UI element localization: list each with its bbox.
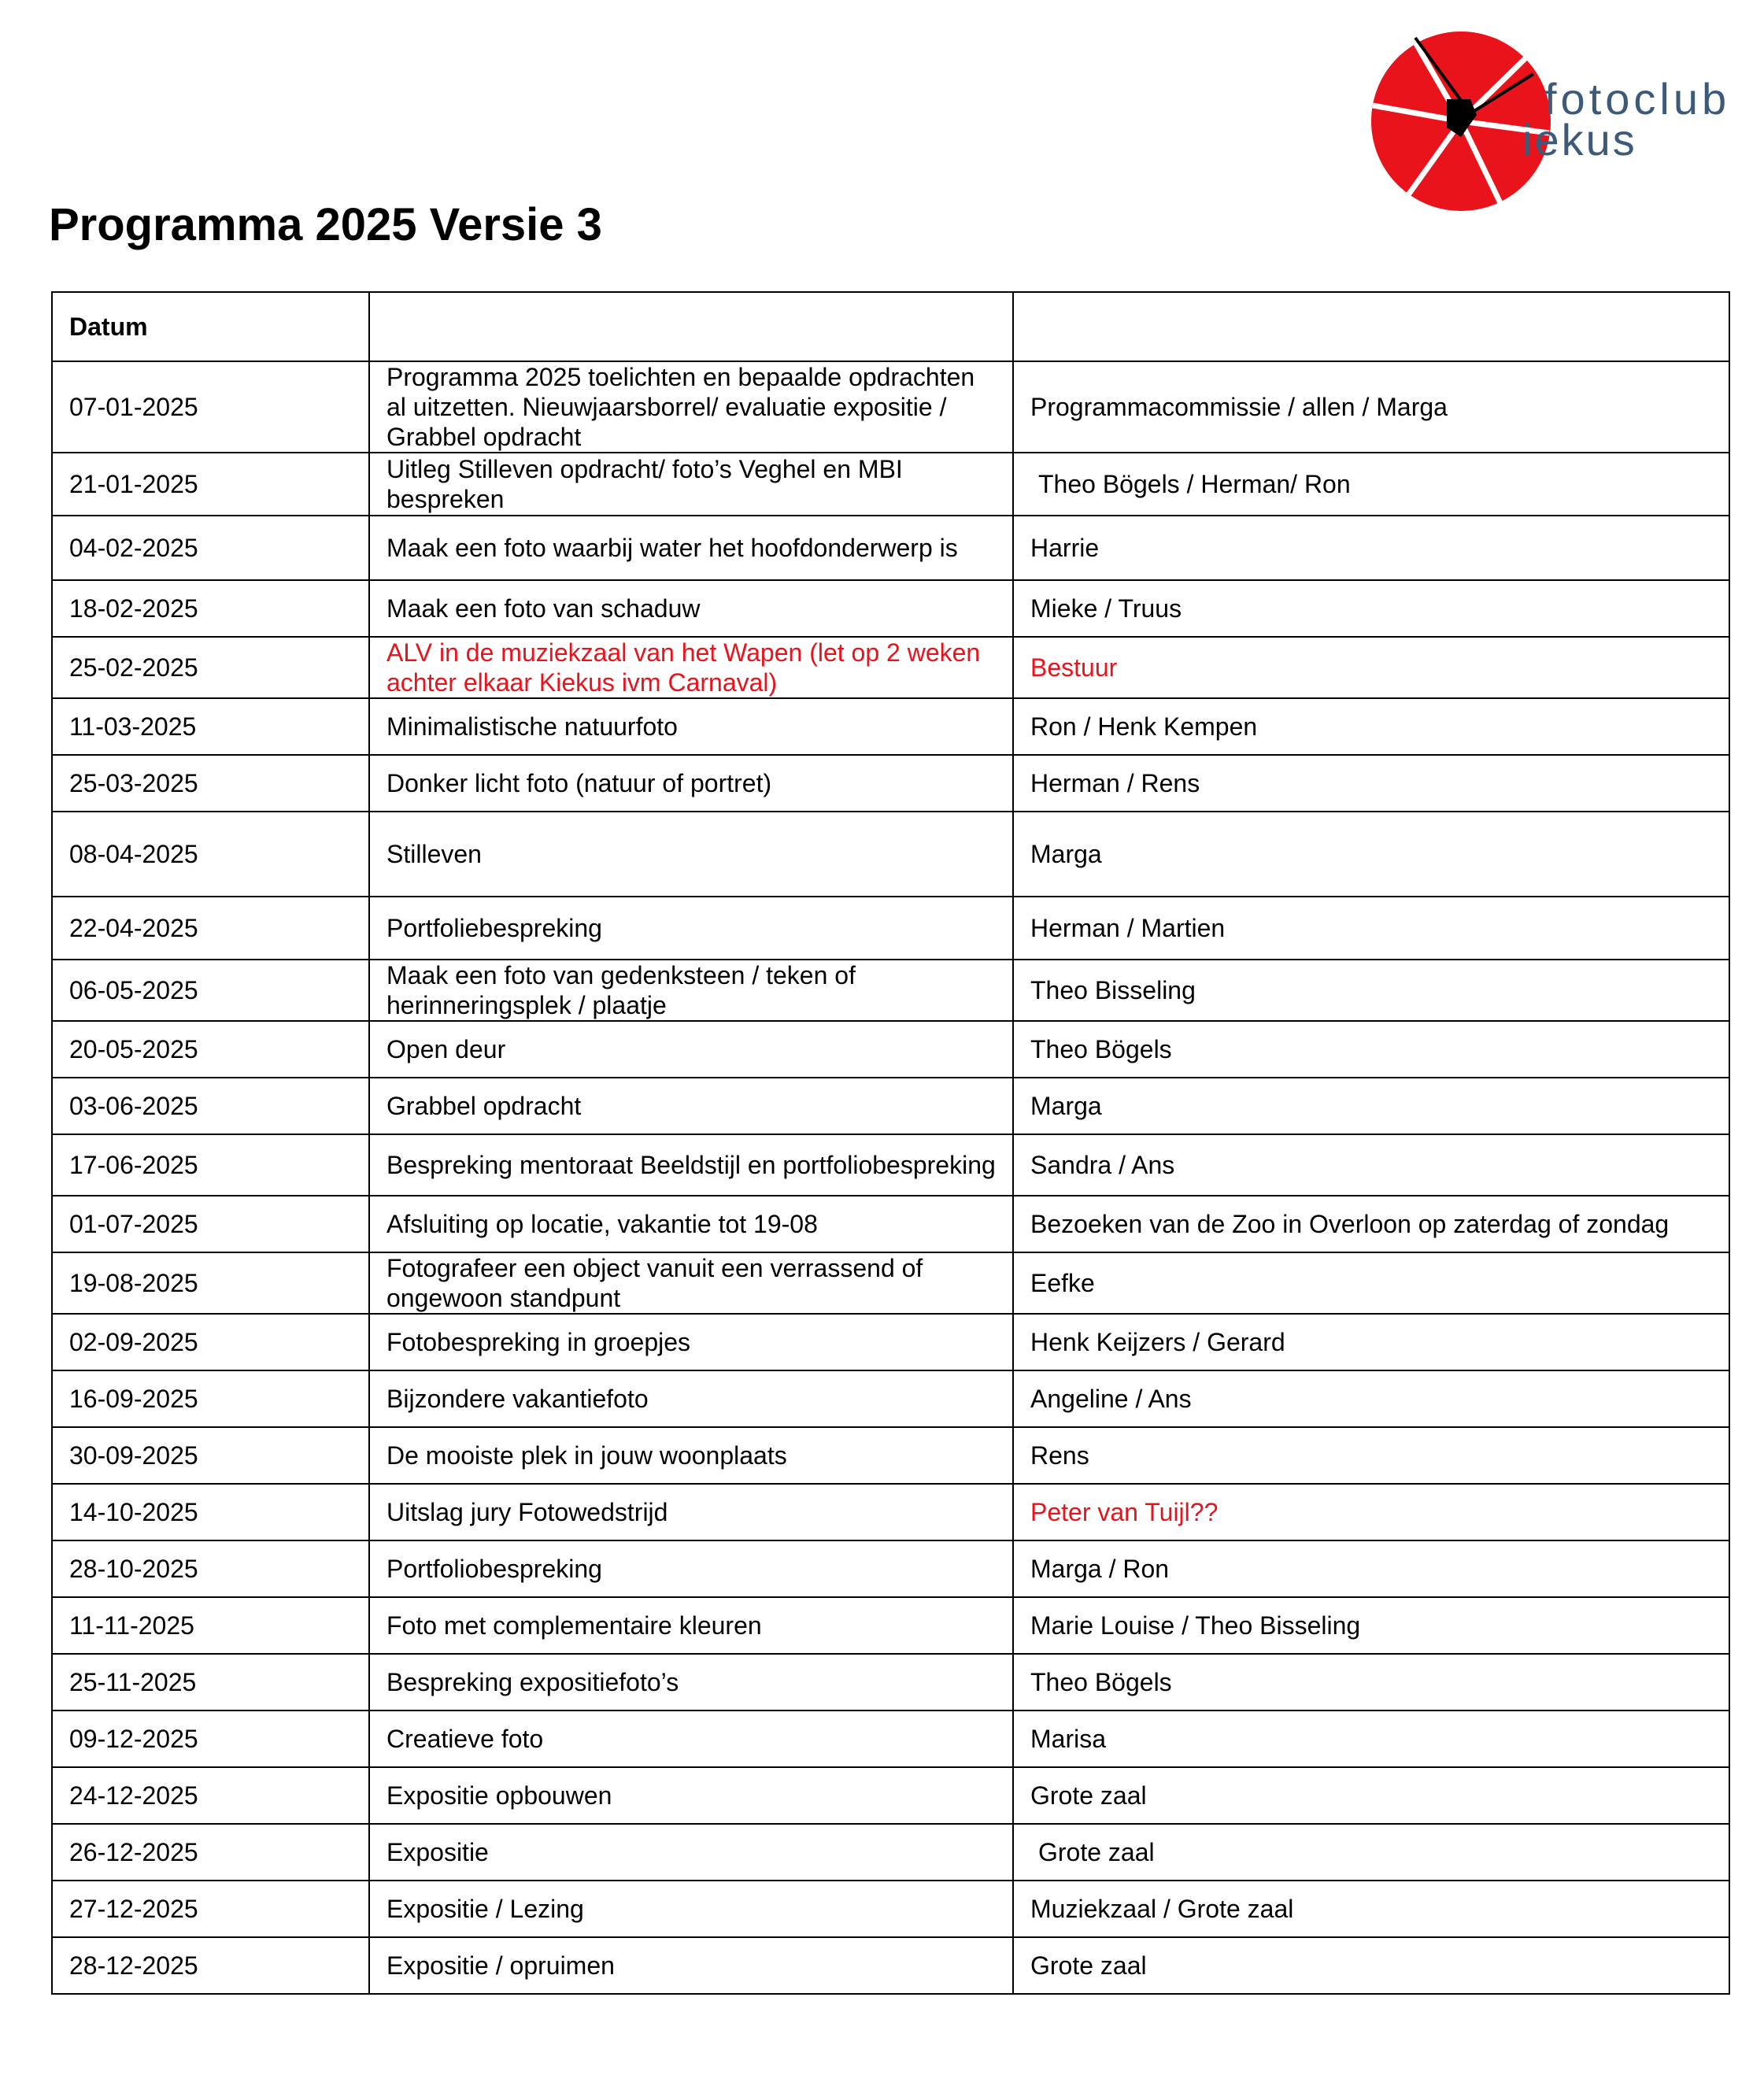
table-row	[52, 1078, 1729, 1134]
logo-text-bottom: iekus	[1522, 115, 1637, 165]
table-row	[52, 1597, 1729, 1654]
host-cell: Marga	[1013, 1078, 1729, 1134]
activity-cell: Expositie	[369, 1824, 1013, 1881]
column-header-date: Datum	[52, 292, 369, 361]
date-cell: 25-02-2025	[52, 637, 369, 698]
date-cell: 16-09-2025	[52, 1370, 369, 1427]
activity-cell: Fotografeer een object vanuit een verrassend of ongewoon standpunt	[369, 1252, 1013, 1314]
date-cell: 06-05-2025	[52, 960, 369, 1021]
host-cell: Marisa	[1013, 1711, 1729, 1767]
table-row	[52, 1824, 1729, 1881]
activity-cell: Programma 2025 toelichten en bepaalde opdrachten al uitzetten. Nieuwjaarsborrel/ evaluatie expositie / Grabbel opdracht	[369, 361, 1013, 453]
table-row	[52, 1196, 1729, 1252]
table-row	[52, 755, 1729, 812]
host-cell: Herman / Rens	[1013, 755, 1729, 812]
host-cell: Theo Bögels	[1013, 1021, 1729, 1078]
activity-cell: Uitslag jury Fotowedstrijd	[369, 1484, 1013, 1540]
table-row	[52, 1427, 1729, 1484]
activity-cell: Stilleven	[369, 812, 1013, 897]
table-row	[52, 1252, 1729, 1314]
host-cell: Grote zaal	[1013, 1937, 1729, 1994]
table-row	[52, 637, 1729, 698]
table-row	[52, 1711, 1729, 1767]
activity-cell: Bespreking mentoraat Beeldstijl en portfoliobespreking	[369, 1134, 1013, 1196]
table-row	[52, 1370, 1729, 1427]
date-cell: 17-06-2025	[52, 1134, 369, 1196]
table-row	[52, 1021, 1729, 1078]
date-cell: 18-02-2025	[52, 580, 369, 637]
activity-cell: Fotobespreking in groepjes	[369, 1314, 1013, 1370]
host-cell: Harrie	[1013, 516, 1729, 580]
table-row	[52, 1937, 1729, 1994]
date-cell: 07-01-2025	[52, 361, 369, 453]
activity-cell: Donker licht foto (natuur of portret)	[369, 755, 1013, 812]
table-row	[52, 698, 1729, 755]
host-cell: Herman / Martien	[1013, 897, 1729, 960]
host-cell: Peter van Tuijl??	[1013, 1484, 1729, 1540]
date-cell: 09-12-2025	[52, 1711, 369, 1767]
activity-cell: Grabbel opdracht	[369, 1078, 1013, 1134]
schedule-table	[51, 291, 1730, 1995]
date-cell: 20-05-2025	[52, 1021, 369, 1078]
column-header-host	[1013, 292, 1729, 361]
host-cell: Bestuur	[1013, 637, 1729, 698]
table-row	[52, 453, 1729, 516]
date-cell: 25-03-2025	[52, 755, 369, 812]
host-cell: Henk Keijzers / Gerard	[1013, 1314, 1729, 1370]
date-cell: 28-12-2025	[52, 1937, 369, 1994]
host-cell: Angeline / Ans	[1013, 1370, 1729, 1427]
date-cell: 27-12-2025	[52, 1881, 369, 1937]
activity-cell: Open deur	[369, 1021, 1013, 1078]
table-row	[52, 1484, 1729, 1540]
table-row	[52, 812, 1729, 897]
host-cell: Marga	[1013, 812, 1729, 897]
activity-cell: Afsluiting op locatie, vakantie tot 19-08	[369, 1196, 1013, 1252]
host-cell: Theo Bisseling	[1013, 960, 1729, 1021]
table-row	[52, 1540, 1729, 1597]
table-header-row	[52, 292, 1729, 361]
host-cell: Sandra / Ans	[1013, 1134, 1729, 1196]
date-cell: 19-08-2025	[52, 1252, 369, 1314]
activity-cell: Expositie / Lezing	[369, 1881, 1013, 1937]
host-cell: Programmacommissie / allen / Marga	[1013, 361, 1729, 453]
column-header-activity	[369, 292, 1013, 361]
host-cell: Muziekzaal / Grote zaal	[1013, 1881, 1729, 1937]
activity-cell: Creatieve foto	[369, 1711, 1013, 1767]
activity-cell: Expositie / opruimen	[369, 1937, 1013, 1994]
table-row	[52, 1314, 1729, 1370]
date-cell: 30-09-2025	[52, 1427, 369, 1484]
host-cell: Bezoeken van de Zoo in Overloon op zaterdag of zondag	[1013, 1196, 1729, 1252]
host-cell: Grote zaal	[1013, 1767, 1729, 1824]
table-row	[52, 960, 1729, 1021]
activity-cell: Foto met complementaire kleuren	[369, 1597, 1013, 1654]
activity-cell: ALV in de muziekzaal van het Wapen (let op 2 weken achter elkaar Kiekus ivm Carnaval)	[369, 637, 1013, 698]
date-cell: 14-10-2025	[52, 1484, 369, 1540]
activity-cell: Expositie opbouwen	[369, 1767, 1013, 1824]
club-logo	[1368, 27, 1730, 216]
host-cell: Rens	[1013, 1427, 1729, 1484]
table-row	[52, 580, 1729, 637]
date-cell: 08-04-2025	[52, 812, 369, 897]
page-title: Programma 2025 Versie 3	[49, 199, 602, 250]
table-row	[52, 516, 1729, 580]
activity-cell: Maak een foto van schaduw	[369, 580, 1013, 637]
activity-cell: Portfoliobespreking	[369, 1540, 1013, 1597]
date-cell: 11-11-2025	[52, 1597, 369, 1654]
date-cell: 21-01-2025	[52, 453, 369, 516]
date-cell: 11-03-2025	[52, 698, 369, 755]
host-cell: Ron / Henk Kempen	[1013, 698, 1729, 755]
table-row	[52, 1767, 1729, 1824]
host-cell: Eefke	[1013, 1252, 1729, 1314]
activity-cell: Minimalistische natuurfoto	[369, 698, 1013, 755]
date-cell: 26-12-2025	[52, 1824, 369, 1881]
date-cell: 03-06-2025	[52, 1078, 369, 1134]
activity-cell: Uitleg Stilleven opdracht/ foto’s Veghel en MBI bespreken	[369, 453, 1013, 516]
host-cell: Grote zaal	[1013, 1824, 1729, 1881]
host-cell: Marie Louise / Theo Bisseling	[1013, 1597, 1729, 1654]
activity-cell: De mooiste plek in jouw woonplaats	[369, 1427, 1013, 1484]
table-row	[52, 1881, 1729, 1937]
table-row	[52, 1134, 1729, 1196]
host-cell: Mieke / Truus	[1013, 580, 1729, 637]
date-cell: 24-12-2025	[52, 1767, 369, 1824]
table-row	[52, 897, 1729, 960]
date-cell: 02-09-2025	[52, 1314, 369, 1370]
activity-cell: Maak een foto van gedenksteen / teken of herinneringsplek / plaatje	[369, 960, 1013, 1021]
date-cell: 25-11-2025	[52, 1654, 369, 1711]
activity-cell: Bijzondere vakantiefoto	[369, 1370, 1013, 1427]
host-cell: Marga / Ron	[1013, 1540, 1729, 1597]
date-cell: 28-10-2025	[52, 1540, 369, 1597]
activity-cell: Portfoliebespreking	[369, 897, 1013, 960]
activity-cell: Maak een foto waarbij water het hoofdonderwerp is	[369, 516, 1013, 580]
date-cell: 04-02-2025	[52, 516, 369, 580]
host-cell: Theo Bögels	[1013, 1654, 1729, 1711]
table-row	[52, 1654, 1729, 1711]
table-row	[52, 361, 1729, 453]
date-cell: 22-04-2025	[52, 897, 369, 960]
logo-text-top: fotoclub	[1544, 74, 1731, 124]
activity-cell: Bespreking expositiefoto’s	[369, 1654, 1013, 1711]
host-cell: Theo Bögels / Herman/ Ron	[1013, 453, 1729, 516]
date-cell: 01-07-2025	[52, 1196, 369, 1252]
